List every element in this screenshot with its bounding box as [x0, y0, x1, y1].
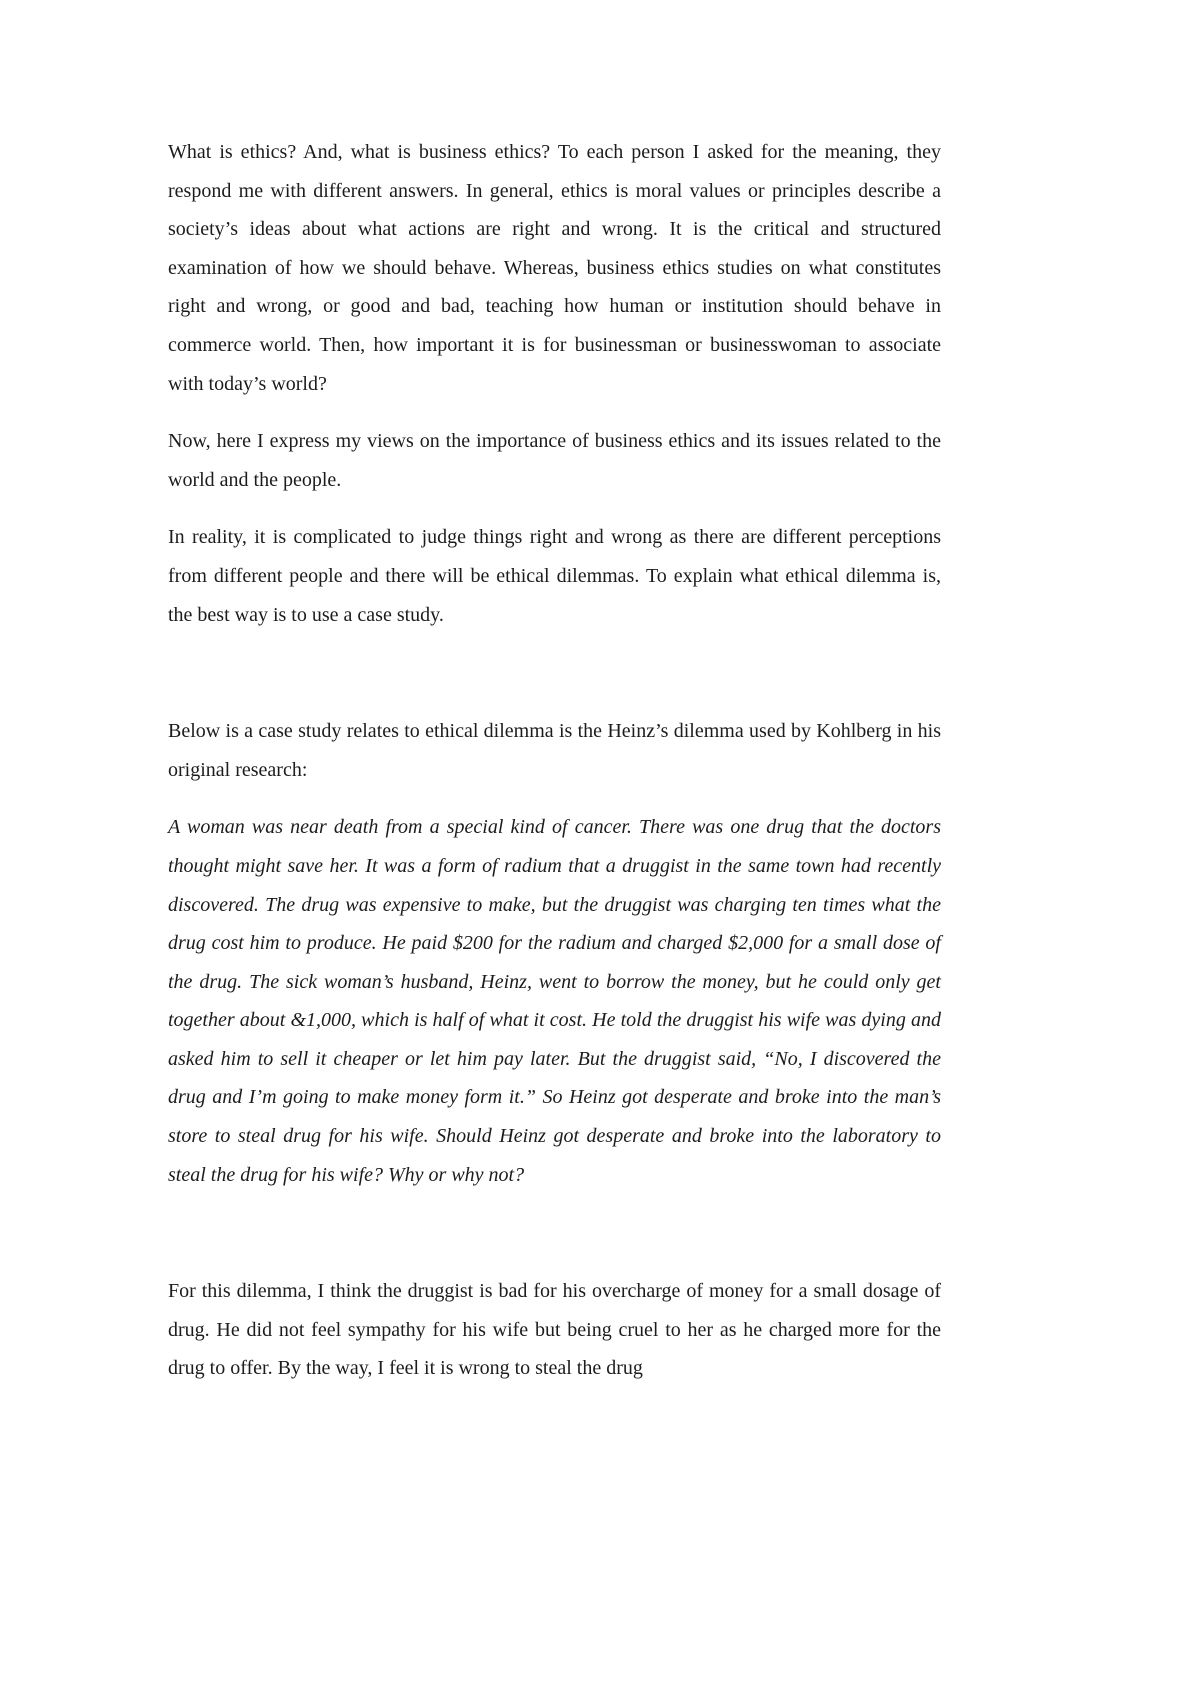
- paragraph-case-study-lead-in: Below is a case study relates to ethical dilemma is the Heinz’s dilemma used by Kohlberg in his original research:: [168, 720, 941, 781]
- paragraph-intro-ethics: What is ethics? And, what is business ethics? To each person I asked for the meaning, they respond me with different answers. In general, ethics is moral values or principles describe a society’s ideas about what actions are right and wrong. It is the critical and structured examination of how we should behave. Whereas, business ethics studies on what constitutes right and wrong, or good and bad, teaching how human or institution should behave in commerce world. Then, how important it is for businessman or businesswoman to associate with today’s world?: [168, 141, 941, 395]
- paragraph-ethical-dilemma-intro: In reality, it is complicated to judge things right and wrong as there are different perceptions from different people and there will be ethical dilemmas. To explain what ethical dilemma is, the best way is to use a case study.: [168, 526, 941, 626]
- paragraph-express-views: Now, here I express my views on the importance of business ethics and its issues related to the world and the people.: [168, 430, 941, 491]
- paragraph-dilemma-opinion: For this dilemma, I think the druggist is bad for his overcharge of money for a small dosage of drug. He did not feel sympathy for his wife but being cruel to her as he charged more for the drug to offer. By the way, I feel it is wrong to steal the drug: [168, 1280, 941, 1380]
- paragraph-heinz-dilemma-case-study: A woman was near death from a special kind of cancer. There was one drug that the doctors thought might save her. It was a form of radium that a druggist in the same town had recently discovered. The drug was expensive to make, but the druggist was charging ten times what the drug cost him to produce. He paid $200 for the radium and charged $2,000 for a small dose of the drug. The sick woman’s husband, Heinz, went to borrow the money, but he could only get together about &1,000, which is half of what it cost. He told the druggist his wife was dying and asked him to sell it cheaper or let him pay later. But the druggist said, “No, I discovered the drug and I’m going to make money form it.” So Heinz got desperate and broke into the man’s store to steal drug for his wife. Should Heinz got desperate and broke into the laboratory to steal the drug for his wife? Why or why not?: [168, 816, 941, 1186]
- document-text-block: [168, 133, 941, 1407]
